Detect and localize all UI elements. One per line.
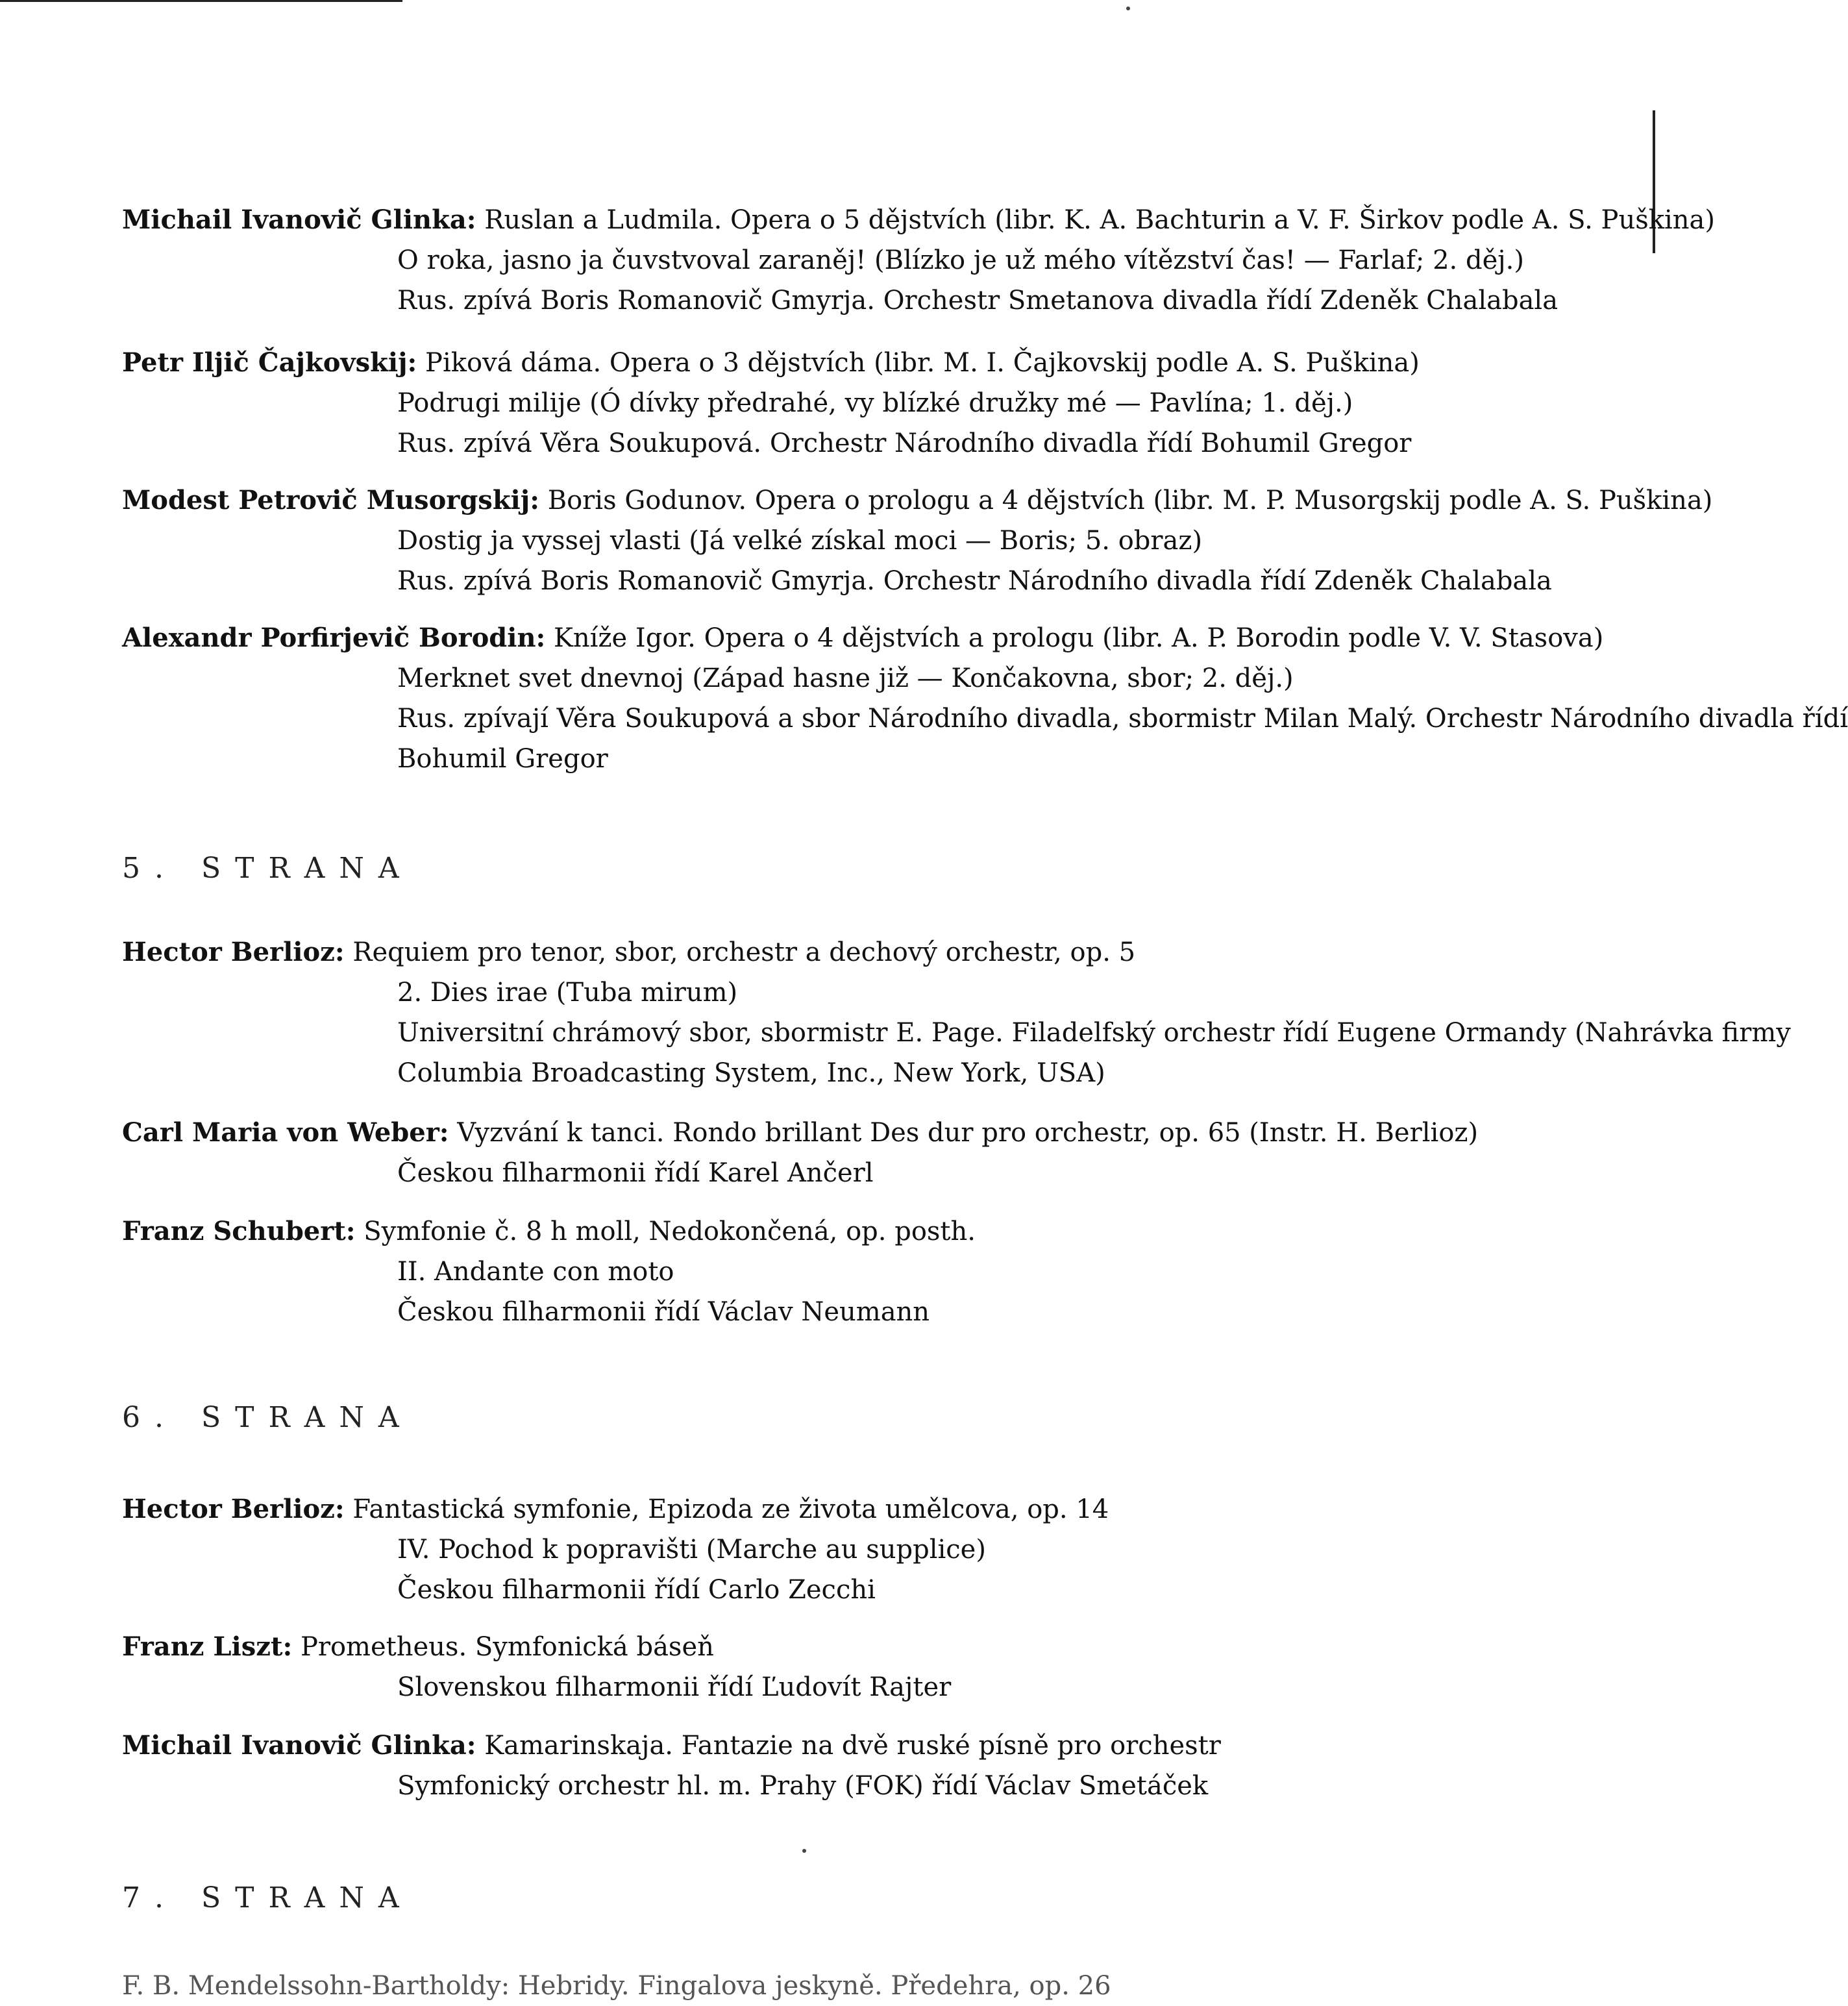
side-heading: 7. STRANA — [122, 1881, 413, 1914]
performer-line: Slovenskou filharmonii řídí Ľudovít Rajter — [397, 1672, 952, 1702]
performer-line: Českou filharmonii řídí Carlo Zecchi — [397, 1575, 876, 1605]
track-entry — [122, 1489, 1655, 1610]
partial-line: F. B. Mendelssohn-Bartholdy: Hebridy. Fingalova jeskyně. Předehra, op. 26 — [122, 1971, 1111, 2001]
track-entry — [122, 932, 1791, 1093]
track-entry — [122, 200, 1715, 321]
track-entry — [122, 1627, 1655, 1707]
track-entry — [122, 1211, 1655, 1332]
work-title: Piková dáma. Opera o 3 dějstvích (libr. M. I. Čajkovskij podle A. S. Puškina) — [425, 348, 1420, 378]
track-detail: Dostig ja vyssej vlasti (Já velké získal moci — Boris; 5. obraz) — [397, 526, 1203, 556]
track-detail: O roka, jasno ja čuvstvoval zaraněj! (Blízko je už mého vítězství čas! — Farlaf; 2. děj.) — [397, 245, 1524, 275]
work-title: Vyzvání k tanci. Rondo brillant Des dur pro orchestr, op. 65 (Instr. H. Berlioz) — [457, 1118, 1479, 1148]
performer-line: Českou filharmonii řídí Václav Neumann — [397, 1297, 930, 1327]
performer-line-cont: Columbia Broadcasting System, Inc., New York, USA) — [397, 1058, 1105, 1088]
performer-line: Rus. zpívá Boris Romanovič Gmyrja. Orchestr Smetanova divadla řídí Zdeněk Chalabala — [397, 286, 1558, 316]
composer-name: Modest Petrovič Musorgskij: — [122, 485, 539, 515]
performer-line: Symfonický orchestr hl. m. Prahy (FOK) řídí Václav Smetáček — [397, 1771, 1209, 1801]
composer-name: Alexandr Porfirjevič Borodin: — [122, 623, 546, 653]
composer-name: Carl Maria von Weber: — [122, 1117, 449, 1148]
side-heading: 6. STRANA — [122, 1401, 413, 1434]
performer-line-cont: Bohumil Gregor — [397, 744, 608, 774]
work-title: Kamarinskaja. Fantazie na dvě ruské písně pro orchestr — [484, 1731, 1221, 1761]
performer-line: Rus. zpívají Věra Soukupová a sbor Národního divadla, sbormistr Milan Malý. Orchestr Národního divadla řídí — [397, 704, 1848, 734]
scan-speck — [802, 1849, 806, 1853]
scan-speck — [1126, 6, 1130, 10]
performer-line: Českou filharmonii řídí Karel Ančerl — [397, 1158, 874, 1188]
track-entry — [122, 1726, 1655, 1806]
performer-line: Universitní chrámový sbor, sbormistr E. Page. Filadelfský orchestr řídí Eugene Ormandy (Nahrávka firmy — [397, 1018, 1791, 1048]
track-detail: IV. Pochod k popravišti (Marche au supplice) — [397, 1535, 986, 1565]
track-entry — [122, 343, 1655, 464]
track-detail: Merknet svet dnevnoj (Západ hasne již — Končakovna, sbor; 2. děj.) — [397, 663, 1294, 693]
work-title: Kníže Igor. Opera o 4 dějstvích a prologu (libr. A. P. Borodin podle V. V. Stasova) — [554, 623, 1604, 653]
performer-line: Rus. zpívá Boris Romanovič Gmyrja. Orchestr Národního divadla řídí Zdeněk Chalabala — [397, 566, 1552, 596]
side-heading: 5. STRANA — [122, 852, 413, 885]
performer-line: Rus. zpívá Věra Soukupová. Orchestr Národního divadla řídí Bohumil Gregor — [397, 428, 1412, 458]
composer-name: Franz Schubert: — [122, 1216, 356, 1246]
work-title: Prometheus. Symfonická báseň — [300, 1632, 714, 1662]
work-title: Fantastická symfonie, Epizoda ze života umělcova, op. 14 — [352, 1494, 1109, 1524]
composer-name: Michail Ivanovič Glinka: — [122, 204, 476, 235]
track-entry — [122, 480, 1713, 601]
track-detail: Podrugi milije (Ó dívky předrahé, vy blízké družky mé — Pavlína; 1. děj.) — [397, 388, 1353, 418]
track-entry — [122, 1113, 1655, 1193]
work-title: Ruslan a Ludmila. Opera o 5 dějstvích (libr. K. A. Bachturin a V. F. Širkov podle A. S. Puškina) — [484, 205, 1715, 235]
composer-name: Hector Berlioz: — [122, 1494, 345, 1524]
work-title: Symfonie č. 8 h moll, Nedokončená, op. posth. — [363, 1217, 976, 1246]
work-title: Requiem pro tenor, sbor, orchestr a dechový orchestr, op. 5 — [352, 937, 1136, 967]
top-rule — [0, 0, 402, 2]
work-title: Boris Godunov. Opera o prologu a 4 dějstvích (libr. M. P. Musorgskij podle A. S. Puškina) — [547, 486, 1713, 515]
track-entry — [122, 618, 1848, 779]
composer-name: Petr Iljič Čajkovskij: — [122, 347, 417, 378]
track-detail: II. Andante con moto — [397, 1257, 674, 1287]
composer-name: Michail Ivanovič Glinka: — [122, 1730, 476, 1761]
composer-name: Franz Liszt: — [122, 1631, 293, 1662]
composer-name: Hector Berlioz: — [122, 937, 345, 967]
track-detail: 2. Dies irae (Tuba mirum) — [397, 978, 738, 1008]
